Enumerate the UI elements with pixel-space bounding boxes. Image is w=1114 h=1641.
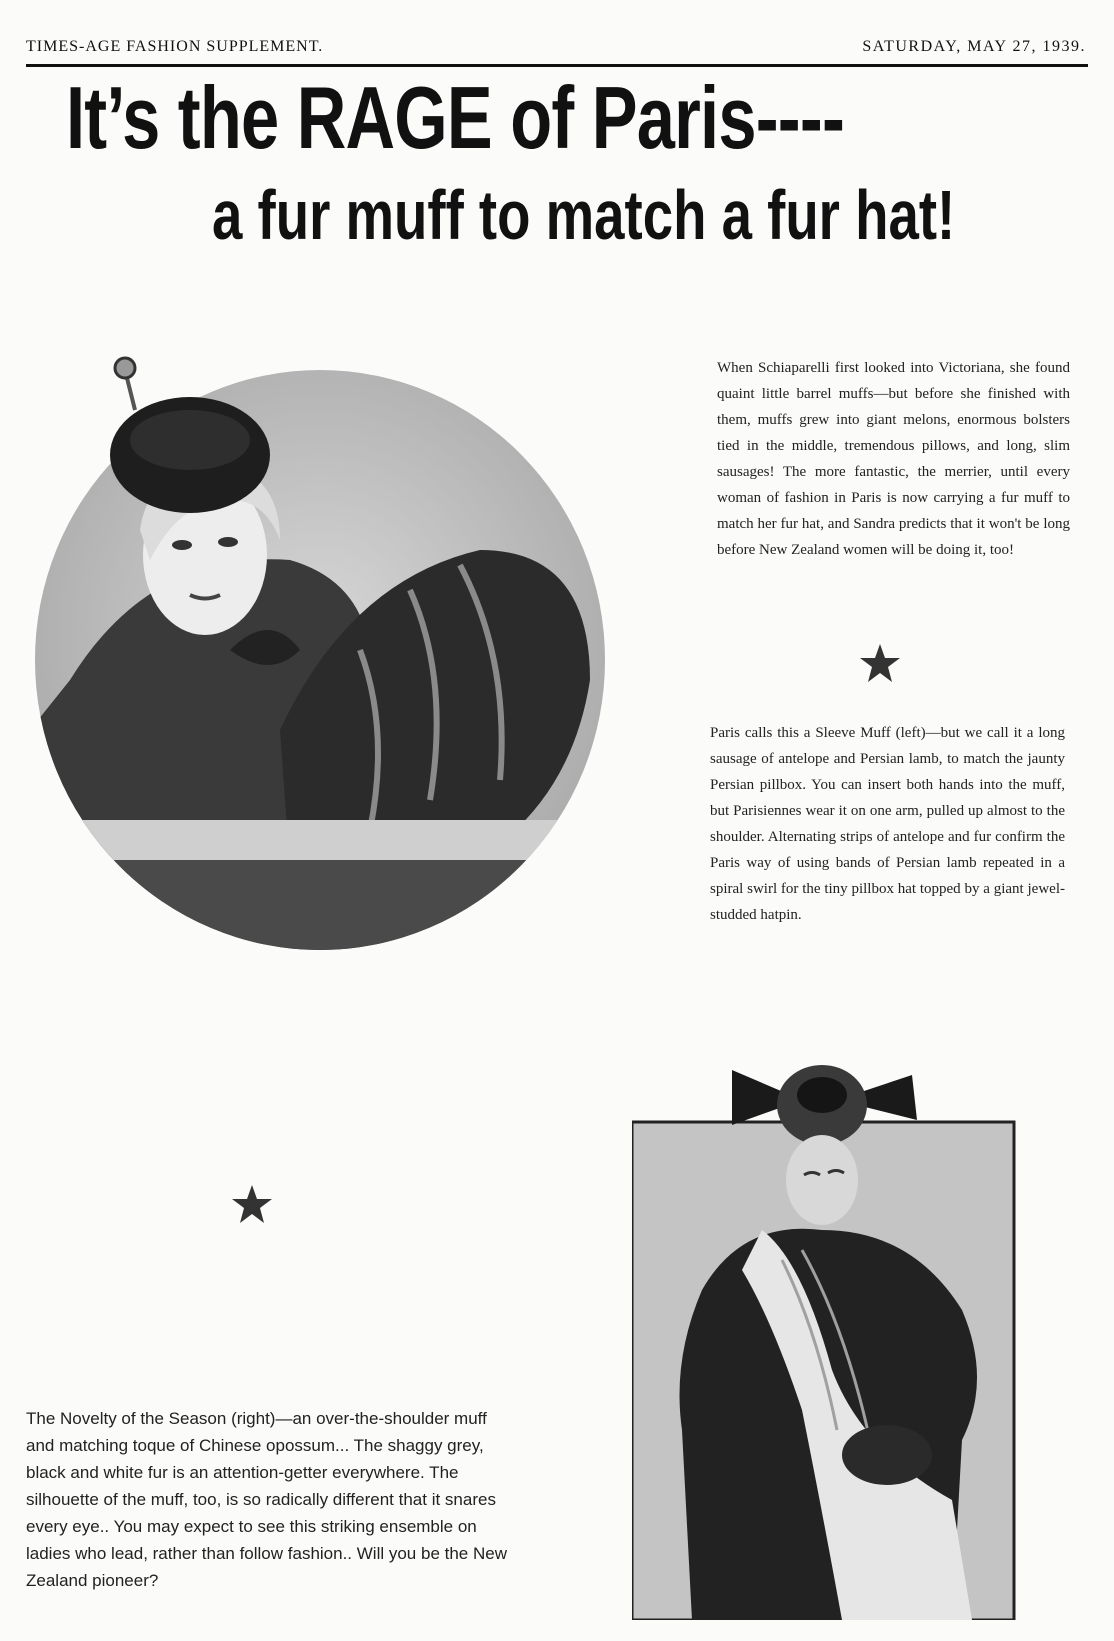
masthead-date: SATURDAY, MAY 27, 1939. — [862, 38, 1086, 55]
photo-opossum-muff — [632, 1030, 1017, 1620]
article-novelty: The Novelty of the Season (right)—an over-the-shoulder muff and matching toque of Chinese opossum... The shaggy grey, black and white fur is an attention-getter everywhere. The silhouette of the muff, too, is so radically different that it snares every eye.. You may expect to see this striking ensemble on ladies who lead, rather than follow fashion.. Will you be the New Zealand pioneer? — [26, 1409, 507, 1590]
headline-sub: a fur muff to match a fur hat! — [212, 176, 956, 254]
masthead-rule — [26, 64, 1088, 67]
masthead-title: TIMES-AGE FASHION SUPPLEMENT. — [26, 38, 324, 55]
article-intro: When Schiaparelli first looked into Victoriana, she found quaint little barrel muffs—but before she finished with them, muffs grew into giant melons, enormous bolsters tied in the middle, tremendous pillows, and long, slim sausages! The more fantastic, the merrier, until every woman of fashion in Paris is now carrying a fur muff to match her fur hat, and Sandra predicts that it won't be long before New Zealand women will be doing it, too! — [717, 360, 1070, 558]
article-sleeve-muff: Paris calls this a Sleeve Muff (left)—but we call it a long sausage of antelope and Persian lamb, to match the jaunty Persian pillbox. You can insert both hands into the muff, but Parisiennes wear it on one arm, pulled up almost to the shoulder. Alternating strips of antelope and fur confirm the Paris way of using bands of Persian lamb repeated in a spiral swirl for the tiny pillbox hat topped by a giant jewel-studded hatpin. — [710, 725, 1065, 923]
star-ornament-icon — [858, 642, 902, 686]
photo-sleeve-muff — [30, 350, 605, 955]
star-ornament-icon — [230, 1183, 274, 1227]
headline-main: It’s the RAGE of Paris---- — [66, 68, 845, 167]
